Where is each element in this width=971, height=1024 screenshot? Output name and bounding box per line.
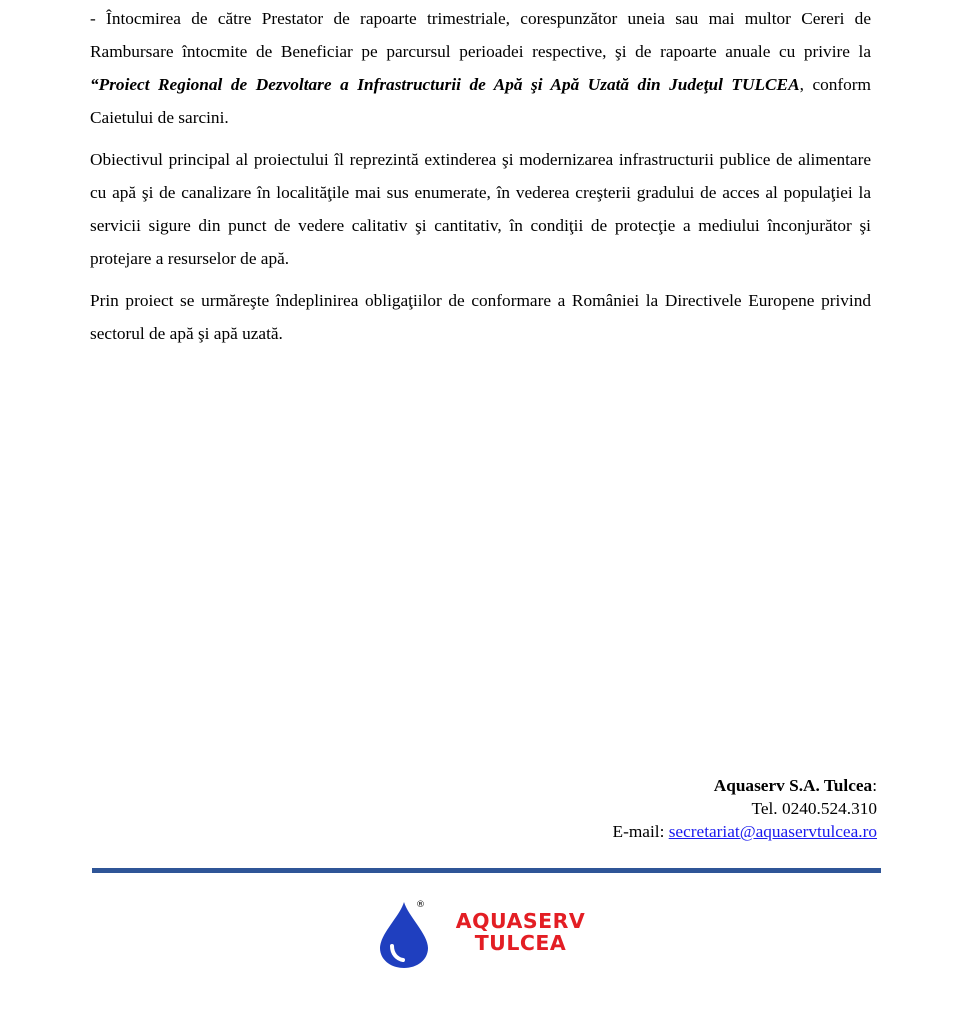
project-title: “Proiect Regional de Dezvoltare a Infrastructurii de Apă şi Apă Uzată din Judeţul TULCEA bbox=[90, 75, 800, 94]
email-link[interactable]: secretariat@aquaservtulcea.ro bbox=[668, 822, 877, 841]
logo-line-aquaserv: AQUASERV bbox=[455, 909, 586, 933]
aquaserv-logo bbox=[378, 900, 608, 972]
paragraph-compliance: Prin proiect se urmăreşte îndeplinirea obligaţiilor de conformare a României la Directivele Europene privind sectorul de apă şi apă uzată. bbox=[90, 291, 871, 343]
registered-mark: ® bbox=[416, 900, 425, 910]
company-name: Aquaserv S.A. Tulcea bbox=[713, 776, 873, 795]
footer-divider bbox=[92, 868, 881, 873]
logo-wordmark bbox=[433, 910, 608, 954]
company-line bbox=[613, 774, 877, 797]
document-body bbox=[90, 2, 871, 359]
email-line bbox=[613, 820, 877, 843]
paragraph-reports-end: , conform Caietului de sarcini. bbox=[90, 75, 871, 127]
paragraph-objective: Obiectivul principal al proiectului îl reprezintă extinderea şi modernizarea infrastructurii publice de alimentare cu apă şi de canalizare în localităţile mai sus enumerate, în vederea creşterii gradului de acces al populaţiei la servicii sigure din punct de vedere calitativ şi cantitativ, în condiţii de protecţie a mediului înconjurător şi protejare a resurselor de apă. bbox=[90, 150, 871, 268]
paragraph-reports bbox=[90, 2, 871, 134]
email-label: E-mail: bbox=[612, 822, 669, 841]
paragraph-reports-start: - Întocmirea de către Prestator de rapoarte trimestriale, corespunzător uneia sau mai multor Cereri de Rambursare întocmite de Beneficiar pe parcursul perioadei respective, şi de rapoarte anuale cu privire la bbox=[90, 9, 871, 61]
logo-line-tulcea: TULCEA bbox=[474, 931, 567, 955]
company-colon: : bbox=[872, 776, 877, 795]
contact-block bbox=[613, 774, 877, 843]
water-drop-icon bbox=[378, 900, 430, 970]
phone-line: Tel. 0240.524.310 bbox=[751, 799, 877, 818]
